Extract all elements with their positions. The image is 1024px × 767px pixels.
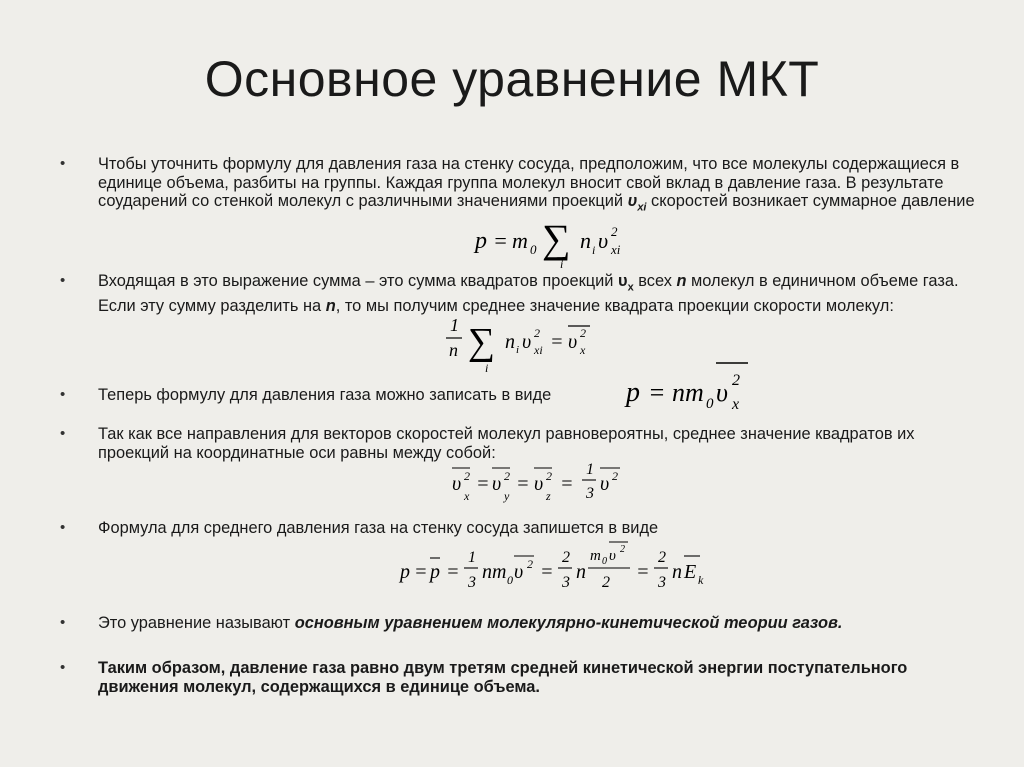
formula-isotropy	[446, 458, 636, 514]
bullet-marker: •	[60, 519, 66, 536]
formula-isotropy-graphic	[446, 458, 636, 514]
svg-text:0: 0	[706, 396, 714, 412]
bullet-text-1-a: Чтобы уточнить формулу для давления газа на стенку сосуда, предположим, что все молекулы содержащиеся в единице объема, разбиты на группы. Каждая группа молекул вносит свой вклад в давление газа. В результате соударений со стенкой молекул с различными значениями проекций	[98, 155, 960, 210]
svg-text:z: z	[546, 489, 551, 503]
svg-text:2: 2	[611, 224, 618, 239]
formula-mean-pressure	[396, 538, 726, 600]
svg-text:0: 0	[602, 556, 607, 567]
svg-text:E: E	[684, 561, 697, 583]
svg-text:∑: ∑	[542, 216, 571, 261]
bullet-text-4: Так как все направления для векторов скоростей молекул равновероятны, среднее значение квадратов их проекций на координатные оси равны между собой:	[98, 425, 915, 462]
svg-text:i: i	[560, 257, 564, 268]
svg-text:2: 2	[732, 372, 740, 389]
formula-pressure-sum	[470, 210, 650, 268]
svg-text:n: n	[576, 561, 586, 583]
svg-text:3: 3	[586, 485, 594, 502]
svg-text:m: m	[590, 548, 601, 564]
svg-text:∑: ∑	[468, 321, 496, 363]
bullet-text-1-b: скоростей возникает суммарное давление	[646, 192, 975, 210]
svg-text:nm: nm	[482, 561, 507, 583]
svg-text:n: n	[580, 228, 591, 253]
svg-text:υ: υ	[522, 331, 532, 353]
bullet-marker: •	[60, 659, 66, 676]
svg-text:2: 2	[658, 549, 666, 566]
svg-text:n: n	[672, 561, 682, 583]
svg-text:υ: υ	[600, 473, 610, 495]
svg-text:x: x	[732, 396, 740, 413]
formula-pressure-mean	[622, 355, 772, 415]
svg-text:xi: xi	[534, 343, 543, 357]
svg-text:=: =	[414, 561, 428, 583]
svg-text:nm: nm	[672, 378, 704, 407]
svg-text:p: p	[430, 561, 440, 583]
svg-text:3: 3	[658, 574, 666, 591]
svg-text:0: 0	[507, 573, 513, 587]
definition-emphasis: основным уравнением молекулярно-кинетической теории газов.	[294, 614, 843, 632]
svg-text:υ: υ	[514, 561, 524, 583]
svg-text:x: x	[580, 343, 586, 357]
svg-text:m: m	[512, 228, 528, 253]
svg-text:=: =	[476, 473, 490, 495]
svg-text:υ: υ	[492, 473, 502, 495]
velocity-symbol: $\upsilon_x$	[618, 272, 634, 294]
svg-text:i: i	[592, 243, 596, 257]
svg-text:=: =	[516, 473, 530, 495]
bullet-marker: •	[60, 155, 66, 172]
svg-text:2: 2	[464, 469, 470, 483]
formula-pressure-mean-graphic	[622, 355, 772, 415]
svg-text:1: 1	[468, 549, 476, 566]
svg-text:n: n	[505, 331, 515, 353]
svg-text:υ: υ	[534, 473, 544, 495]
svg-text:p: p	[626, 377, 640, 408]
svg-text:=: =	[550, 331, 564, 353]
svg-text:υ: υ	[716, 378, 728, 407]
svg-text:=: =	[636, 561, 650, 583]
svg-text:i: i	[485, 361, 489, 374]
svg-text:υ: υ	[598, 228, 609, 253]
svg-text:2: 2	[546, 469, 552, 483]
svg-text:xi: xi	[611, 242, 621, 257]
formula-mean-square-graphic	[440, 312, 610, 374]
svg-text:1: 1	[586, 461, 594, 478]
svg-text:k: k	[698, 573, 704, 587]
bullet-marker: •	[60, 614, 66, 631]
bullet-text-1	[98, 155, 978, 217]
svg-text:p: p	[400, 561, 410, 583]
svg-text:=: =	[493, 228, 508, 253]
svg-text:2: 2	[620, 544, 625, 555]
svg-text:=: =	[560, 473, 574, 495]
svg-text:2: 2	[527, 557, 533, 571]
svg-text:i: i	[516, 344, 520, 356]
svg-text:2: 2	[580, 326, 586, 340]
svg-text:p: p	[475, 228, 487, 254]
svg-text:0: 0	[530, 242, 537, 257]
formula-mean-pressure-graphic	[396, 538, 726, 600]
svg-text:1: 1	[450, 315, 459, 335]
bullet-marker: •	[60, 386, 66, 403]
svg-text:=: =	[648, 378, 666, 407]
svg-text:2: 2	[602, 574, 610, 591]
svg-text:3: 3	[562, 574, 570, 591]
velocity-symbol: $\upsilon_{xi}$	[627, 192, 647, 214]
bullet-text-5: Формула для среднего давления газа на стенку сосуда запишется в виде	[98, 519, 659, 537]
bullet-marker: •	[60, 425, 66, 442]
svg-text:υ: υ	[609, 548, 616, 564]
svg-text:=: =	[446, 561, 460, 583]
bullet-text-6: Это уравнение называют основным уравнением молекулярно-кинетической теории газов.	[98, 614, 843, 632]
svg-text:=: =	[540, 561, 554, 583]
svg-text:3: 3	[468, 574, 476, 591]
formula-mean-square	[440, 312, 610, 374]
svg-text:2: 2	[504, 469, 510, 483]
svg-text:υ: υ	[452, 473, 462, 495]
svg-text:2: 2	[534, 326, 540, 340]
bullet-marker: •	[60, 272, 66, 289]
bullet-text-3: Теперь формулу для давления газа можно записать в виде	[98, 386, 552, 404]
bullet-text-7: Таким образом, давление газа равно двум третям средней кинетической энергии поступательного движения молекул, содержащихся в единице объема.	[98, 659, 908, 696]
svg-text:x: x	[464, 489, 470, 503]
slide-title: Основное уравнение МКТ	[204, 51, 820, 107]
bullet-text-2: Входящая в это выражение сумма – это сумма квадратов проекций $\upsilon_x$ всех n молекул в единичном объеме газа. Если эту сумму разделить на n, то мы получим среднее значение квадрата проекции скорости молекул:	[98, 272, 959, 315]
svg-text:y: y	[504, 489, 510, 503]
svg-text:2: 2	[562, 549, 570, 566]
svg-text:υ: υ	[568, 331, 578, 353]
svg-text:2: 2	[612, 469, 618, 483]
svg-text:n: n	[449, 340, 458, 360]
formula-pressure-sum-graphic	[470, 210, 650, 268]
